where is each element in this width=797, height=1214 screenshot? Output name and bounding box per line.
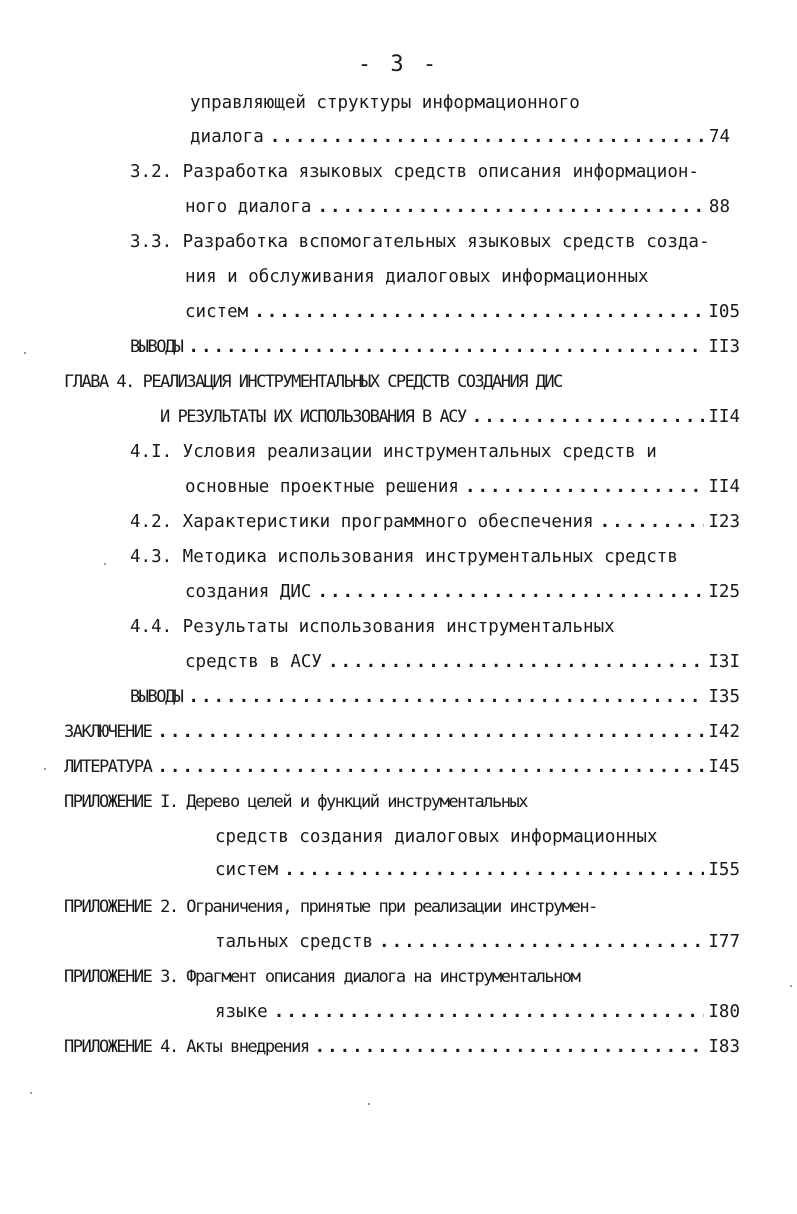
dot-leader <box>379 929 704 955</box>
toc-page-number: 74 <box>708 127 730 147</box>
toc-entry-title: ПРИЛОЖЕНИЕ 4. Акты внедрения <box>64 1037 309 1057</box>
dot-leader <box>188 334 704 360</box>
dot-leader <box>328 649 704 675</box>
toc-page-number: I35 <box>708 687 740 707</box>
dot-leader <box>472 404 705 430</box>
scan-speck <box>44 768 46 770</box>
toc-entry-title: средств в АСУ <box>185 652 322 672</box>
scan-speck <box>790 985 792 987</box>
toc-entry-title: 4.2. Характеристики программного обеспечения <box>130 512 594 532</box>
toc-line-continuation: управляющей структуры информационного <box>190 93 580 113</box>
toc-entry-section-3-3 <box>185 299 740 325</box>
toc-entry-appendix-2 <box>215 929 740 955</box>
toc-entry-title: создания ДИС <box>185 582 312 602</box>
dot-leader <box>157 719 704 745</box>
dot-leader <box>284 857 704 883</box>
toc-line-chapter-4: ГЛАВА 4. РЕАЛИЗАЦИЯ ИНСТРУМЕНТАЛЬНЫХ СРЕДСТВ СОЗДАНИЯ ДИС <box>64 372 562 392</box>
toc-entry-title: систем <box>215 860 279 880</box>
toc-line-section-3-3: 3.3. Разработка вспомогательных языковых средств созда- <box>130 232 710 252</box>
toc-entry-title: ного диалога <box>185 197 312 217</box>
toc-entry-section-4-4 <box>185 649 740 675</box>
toc-entry-title: диалога <box>190 127 264 147</box>
dot-leader <box>270 124 705 150</box>
toc-entry-title: ЗАКЛЮЧЕНИЕ <box>64 722 152 742</box>
toc-entry-conclusion <box>64 719 740 745</box>
toc-entry-appendix-1 <box>215 857 740 883</box>
dot-leader <box>315 1034 705 1060</box>
toc-line-appendix-1-cont: средств создания диалоговых информационных <box>215 827 658 847</box>
toc-entry-title: И РЕЗУЛЬТАТЫ ИХ ИСПОЛЬЗОВАНИЯ В АСУ <box>160 407 466 427</box>
toc-entry-literature <box>64 754 740 780</box>
toc-page-number: II3 <box>708 337 740 357</box>
dot-leader <box>317 194 704 220</box>
dot-leader <box>157 754 704 780</box>
toc-line-section-3-2: 3.2. Разработка языковых средств описания информацион- <box>130 162 699 182</box>
toc-entry-dialog-control <box>190 124 730 150</box>
scan-speck <box>24 352 26 354</box>
toc-line-section-4-3: 4.3. Методика использования инструментальных средств <box>130 547 678 567</box>
toc-line-appendix-2: ПРИЛОЖЕНИЕ 2. Ограничения, принятые при реализации инструмен- <box>64 897 597 917</box>
toc-page-number: I77 <box>708 932 740 952</box>
toc-page-number: I23 <box>708 512 740 532</box>
toc-page-number: II4 <box>708 407 740 427</box>
toc-entry-conclusions-ch4 <box>130 684 740 710</box>
toc-entry-title: ВЫВОДЫ <box>130 337 183 357</box>
toc-entry-section-4-3 <box>185 579 740 605</box>
scan-speck <box>368 1103 370 1105</box>
page-number: - 3 - <box>357 52 440 77</box>
dot-leader <box>188 684 704 710</box>
toc-entry-title: языке <box>215 1002 268 1022</box>
scan-speck <box>30 1092 32 1094</box>
dot-leader <box>465 474 704 500</box>
toc-entry-title: ЛИТЕРАТУРА <box>64 757 152 777</box>
toc-page-number: II4 <box>708 477 740 497</box>
toc-entry-section-4-2 <box>130 509 740 535</box>
dot-leader <box>600 509 705 535</box>
toc-line-section-3-3-cont: ния и обслуживания диалоговых информационных <box>185 267 649 287</box>
toc-page-number: I83 <box>708 1037 740 1057</box>
toc-entry-title: тальных средств <box>215 932 374 952</box>
toc-line-section-4-4: 4.4. Результаты использования инструментальных <box>130 617 615 637</box>
toc-page-number: I45 <box>708 757 740 777</box>
toc-page-number: I25 <box>708 582 740 602</box>
toc-entry-conclusions-ch3 <box>130 334 740 360</box>
scan-speck <box>104 563 106 565</box>
toc-page-number: 88 <box>708 197 730 217</box>
toc-entry-appendix-4 <box>64 1034 740 1060</box>
toc-entry-appendix-3 <box>215 999 740 1025</box>
toc-page-number: I80 <box>708 1002 740 1022</box>
toc-page-number: I55 <box>708 860 740 880</box>
toc-line-section-4-1: 4.I. Условия реализации инструментальных средств и <box>130 442 657 462</box>
toc-entry-chapter-4 <box>160 404 740 430</box>
toc-entry-title: основные проектные решения <box>185 477 459 497</box>
toc-page-number: I42 <box>708 722 740 742</box>
toc-page-number: I3I <box>708 652 740 672</box>
dot-leader <box>254 299 704 325</box>
toc-line-appendix-3: ПРИЛОЖЕНИЕ 3. Фрагмент описания диалога на инструментальном <box>64 967 580 987</box>
dot-leader <box>274 999 705 1025</box>
toc-page-number: I05 <box>708 302 740 322</box>
toc-entry-section-3-2 <box>185 194 730 220</box>
toc-entry-section-4-1 <box>185 474 740 500</box>
toc-entry-title: систем <box>185 302 249 322</box>
dot-leader <box>317 579 704 605</box>
toc-entry-title: ВЫВОДЫ <box>130 687 183 707</box>
toc-line-appendix-1: ПРИЛОЖЕНИЕ I. Дерево целей и функций инструментальных <box>64 792 527 812</box>
